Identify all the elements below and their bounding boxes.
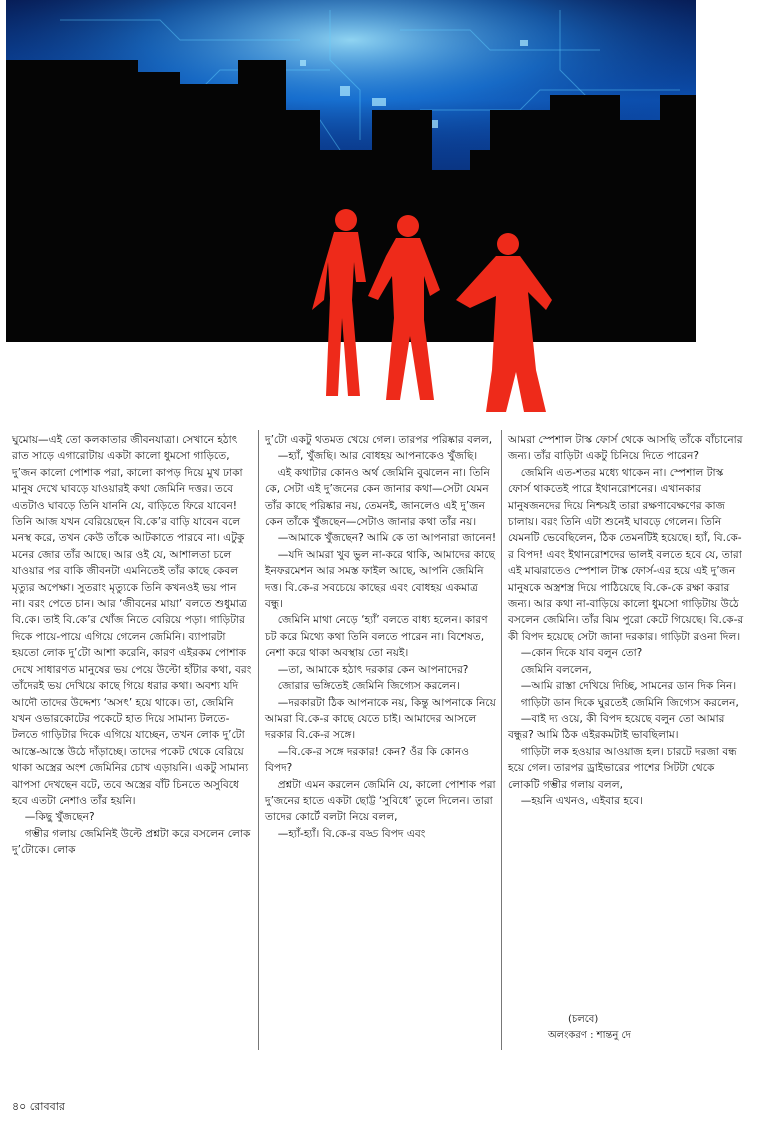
paragraph: —কিছু খুঁজছেন? (24, 811, 95, 824)
paragraph: গাড়িটা ডান দিকে ঘুরতেই জেমিনি জিগ্যেস করলেন, (520, 696, 739, 709)
paragraph: গাড়িটা লক হওয়ার আওয়াজ হল। চারটে দরজা বন্ধ হয়ে গেল। তারপর ড্রাইভারের পাশের সিটটা থেকে লোকটি গম্ভীর গলায় বলল, (508, 745, 737, 791)
column-rule (258, 430, 259, 1050)
paragraph: —তা, আমাকে হঠাৎ দরকার কেন আপনাদের? (277, 663, 469, 676)
article-column-1 (12, 432, 252, 859)
paragraph: —আমি রাস্তা দেখিয়ে দিচ্ছি, সামনের ডান দিক নিন। (520, 680, 737, 693)
column-rule (501, 430, 502, 1050)
paragraph: —দরকারটা ঠিক আপনাকে নয়, কিন্তু আপনাকে নিয়ে আমরা বি.কে-র কাছে যেতে চাই। আমাদের আসলে দরকার বি.কে-র সঙ্গে। (265, 696, 496, 742)
paragraph: দু’টো একটু থতমত খেয়ে গেল। তারপর পরিষ্কার বলল, (265, 434, 493, 446)
page-footer (12, 1098, 65, 1117)
paragraph: —বি.কে-র সঙ্গে দরকার! কেন? ওঁর কি কোনও বিপদ? (265, 745, 470, 775)
article-column-3 (508, 432, 746, 809)
illustration-credit: অলংকরণ : শান্তনু দে (548, 1030, 631, 1041)
paragraph: —কোন দিকে যাব বলুন তো? (520, 647, 643, 660)
to-be-continued: (চলবে) (568, 1014, 599, 1025)
paragraph: জেমিনি মাথা নেড়ে ‘হ্যাঁ’ বলতে বাধ্য হলেন। কারণ চট করে মিথ্যে কথা তিনি বলতে পারেন না। বিশেষত, নেশা করে থাকা অবস্থায় তো নয়ই। (265, 614, 488, 660)
article-column-2 (265, 432, 497, 842)
paragraph: —হ্যাঁ-হ্যাঁ। বি.কে-র বড্ড বিপদ এবং (277, 827, 426, 840)
paragraph: —হ্যাঁ, খুঁজছি। আর বোধহয় আপনাকেও খুঁজছি। (277, 450, 478, 463)
paragraph: এই কথাটার কোনও অর্থ জেমিনি বুঝলেন না। তিনি কে, সেটা এই দু’জনের কেন জানার কথা—সেটা যেমন তাঁর কাছে পরিষ্কার নয়, তেমনই, জানলেও এই দু’জন কেন তাঁকে খুঁজছেন—সেটাও জানার কথা তাঁর নয়। (265, 466, 490, 529)
paragraph: —বাই দ্য ওয়ে, কী বিপদ হয়েছে বলুন তো আমার বন্ধুর? আমি ঠিক এইরকমটাই ভাবছিলাম। (508, 712, 725, 742)
paragraph: —হয়নি এখনও, এইবার হবে। (520, 794, 643, 807)
magazine-name: রোববার (29, 1100, 65, 1113)
paragraph: —যদি আমরা খুব ভুল না-করে থাকি, আমাদের কাছে ইনফরমেশন আর সমস্ত ফাইল আছে, আপনি জেমিনি দত্ত। বি.কে-র সবচেয়ে কাছের এবং বোধহয় একমাত্র বন্ধু। (265, 548, 495, 611)
paragraph: জেমিনি এত-শতর মধ্যে থাকেন না। স্পেশাল টাস্ক ফোর্স থাকতেই পারে ইথানরোশনের। এখানকার মানুষজনদের দিয়ে নিশ্চয়ই তারা রক্ষণাবেক্ষণের কাজ চালায়। বরং তিনি এটা শুনেই ঘাবড়ে গেলেন। তিনি যেমনটি ভেবেছিলেন, ঠিক তেমনটিই হয়েছে। হ্যাঁ, বি.কে-র বিপদ! এবং ইথানরোশদের ভালই বলতে হবে যে, তারা এই মাঝরাতেও স্পেশাল টাস্ক ফোর্স-এর হয়ে এই দু’জন মানুষকে অস্ত্রশস্ত্র দিয়ে পাঠিয়েছে বি.কে-কে রক্ষা করার জন্য। আর কথা না-বাড়িয়ে কালো ধুমসো গাড়িটায় উঠে বসলেন জেমিনি। তাঁর ঝিম পুরো কেটে গিয়েছে। বি.কে-র কী বিপদ হয়েছে সেটা জানা দরকার। গাড়িটা রওনা দিল। (508, 466, 744, 643)
paragraph: আমরা স্পেশাল টাস্ক ফোর্স থেকে আসছি তাঁকে বাঁচানোর জন্য। তাঁর বাড়িটা একটু চিনিয়ে দিতে পারেন? (508, 434, 743, 463)
paragraph: —আমাকে খুঁজছেন? আমি কে তা আপনারা জানেন! (277, 532, 497, 545)
paragraph: জোরার ভঙ্গিতেই জেমিনি জিগ্যেস করলেন। (277, 680, 460, 693)
paragraph: ঘুমোয়—এই তো কলকাতার জীবনযাত্রা। সেখানে হঠাৎ রাত সাড়ে এগারোটায় একটা কালো ধুমসো গাড়িতে, দু’জন কালো পোশাক পরা, কালো কাপড় দিয়ে মুখ ঢাকা মানুষ দেখে ঘাবড়ে যাওয়ারই কথা জেমিনি দত্তর। তবে এতটাও ঘাবড়ে তিনি যাননি যে, বাড়িতে ফিরে যাবেন! তিনি আজ যখন বেরিয়েছেন বি.কে’র বাড়ি যাবেন বলে মনস্থ করে, তখন কেউ তাঁকে আটকাতে পারবে না। এটুকু মনের জোর তাঁর আছে। আর ওই যে, আশালতা চলে যাওয়ার পর বাকি জীবনটা এমনিতেই তাঁর কাছে কেবল মৃত্যুর অপেক্ষা। সুতরাং মৃত্যুকে তিনি কখনওই ভয় পান না। বরং পেতে চান। আর ‘জীবনের মায়া’ বলতে শুধুমাত্র বি.কে। তাই বি.কে’র খোঁজ নিতে বেরিয়ে পড়া। গাড়িটার দিকে পায়ে-পায়ে এগিয়ে গেলেন জেমিনি। ব্যাপারটা হয়তো লোক দু’টো আশা করেনি, কারণ এইরকম পোশাক দেখে সাধারণত মানুষের ভয় পেয়ে উল্টো হাঁটার কথা, বরং তাঁদেরই ভয় দেখিয়ে কাছে গিয়ে ধরার কথা। অবশ্য যদি আদৌ তাদের উদ্দেশ্য ‘অসৎ’ হয়ে থাকে। তা, জেমিনি যখন ওভারকোটের পকেটে হাত দিয়ে সামান্য টলতে-টলতে গাড়িটার দিকে এগিয়ে যাচ্ছেন, তখন লোক দু’টো আস্তে-আস্তে উঠে দাঁড়াচ্ছে। তাদের পকেট থেকে বেরিয়ে থাকা অস্ত্রের অংশ জেমিনির চোখ এড়ায়নি। একটু সামান্য ঝাপসা দেখছেন বটে, তবে অস্ত্রের বাঁট চিনতে অসুবিধে হবে এতটা নেশাও তাঁর হয়নি। (12, 434, 252, 807)
paragraph: জেমিনি বললেন, (520, 663, 592, 676)
story-illustration (0, 0, 770, 420)
page-number: ৪০ (12, 1100, 27, 1113)
paragraph: গম্ভীর গলায় জেমিনিই উল্টে প্রশ্নটা করে বসলেন লোক দু’টোকে। লোক (12, 827, 251, 857)
paragraph: প্রশ্নটা এমন করলেন জেমিনি যে, কালো পোশাক পরা দু’জনের হাতে একটা ছোট্ট ‘সুবিধে’ তুলে দিলেন। তারা তাদের কোর্টে বলটা নিয়ে বলল, (265, 778, 496, 824)
